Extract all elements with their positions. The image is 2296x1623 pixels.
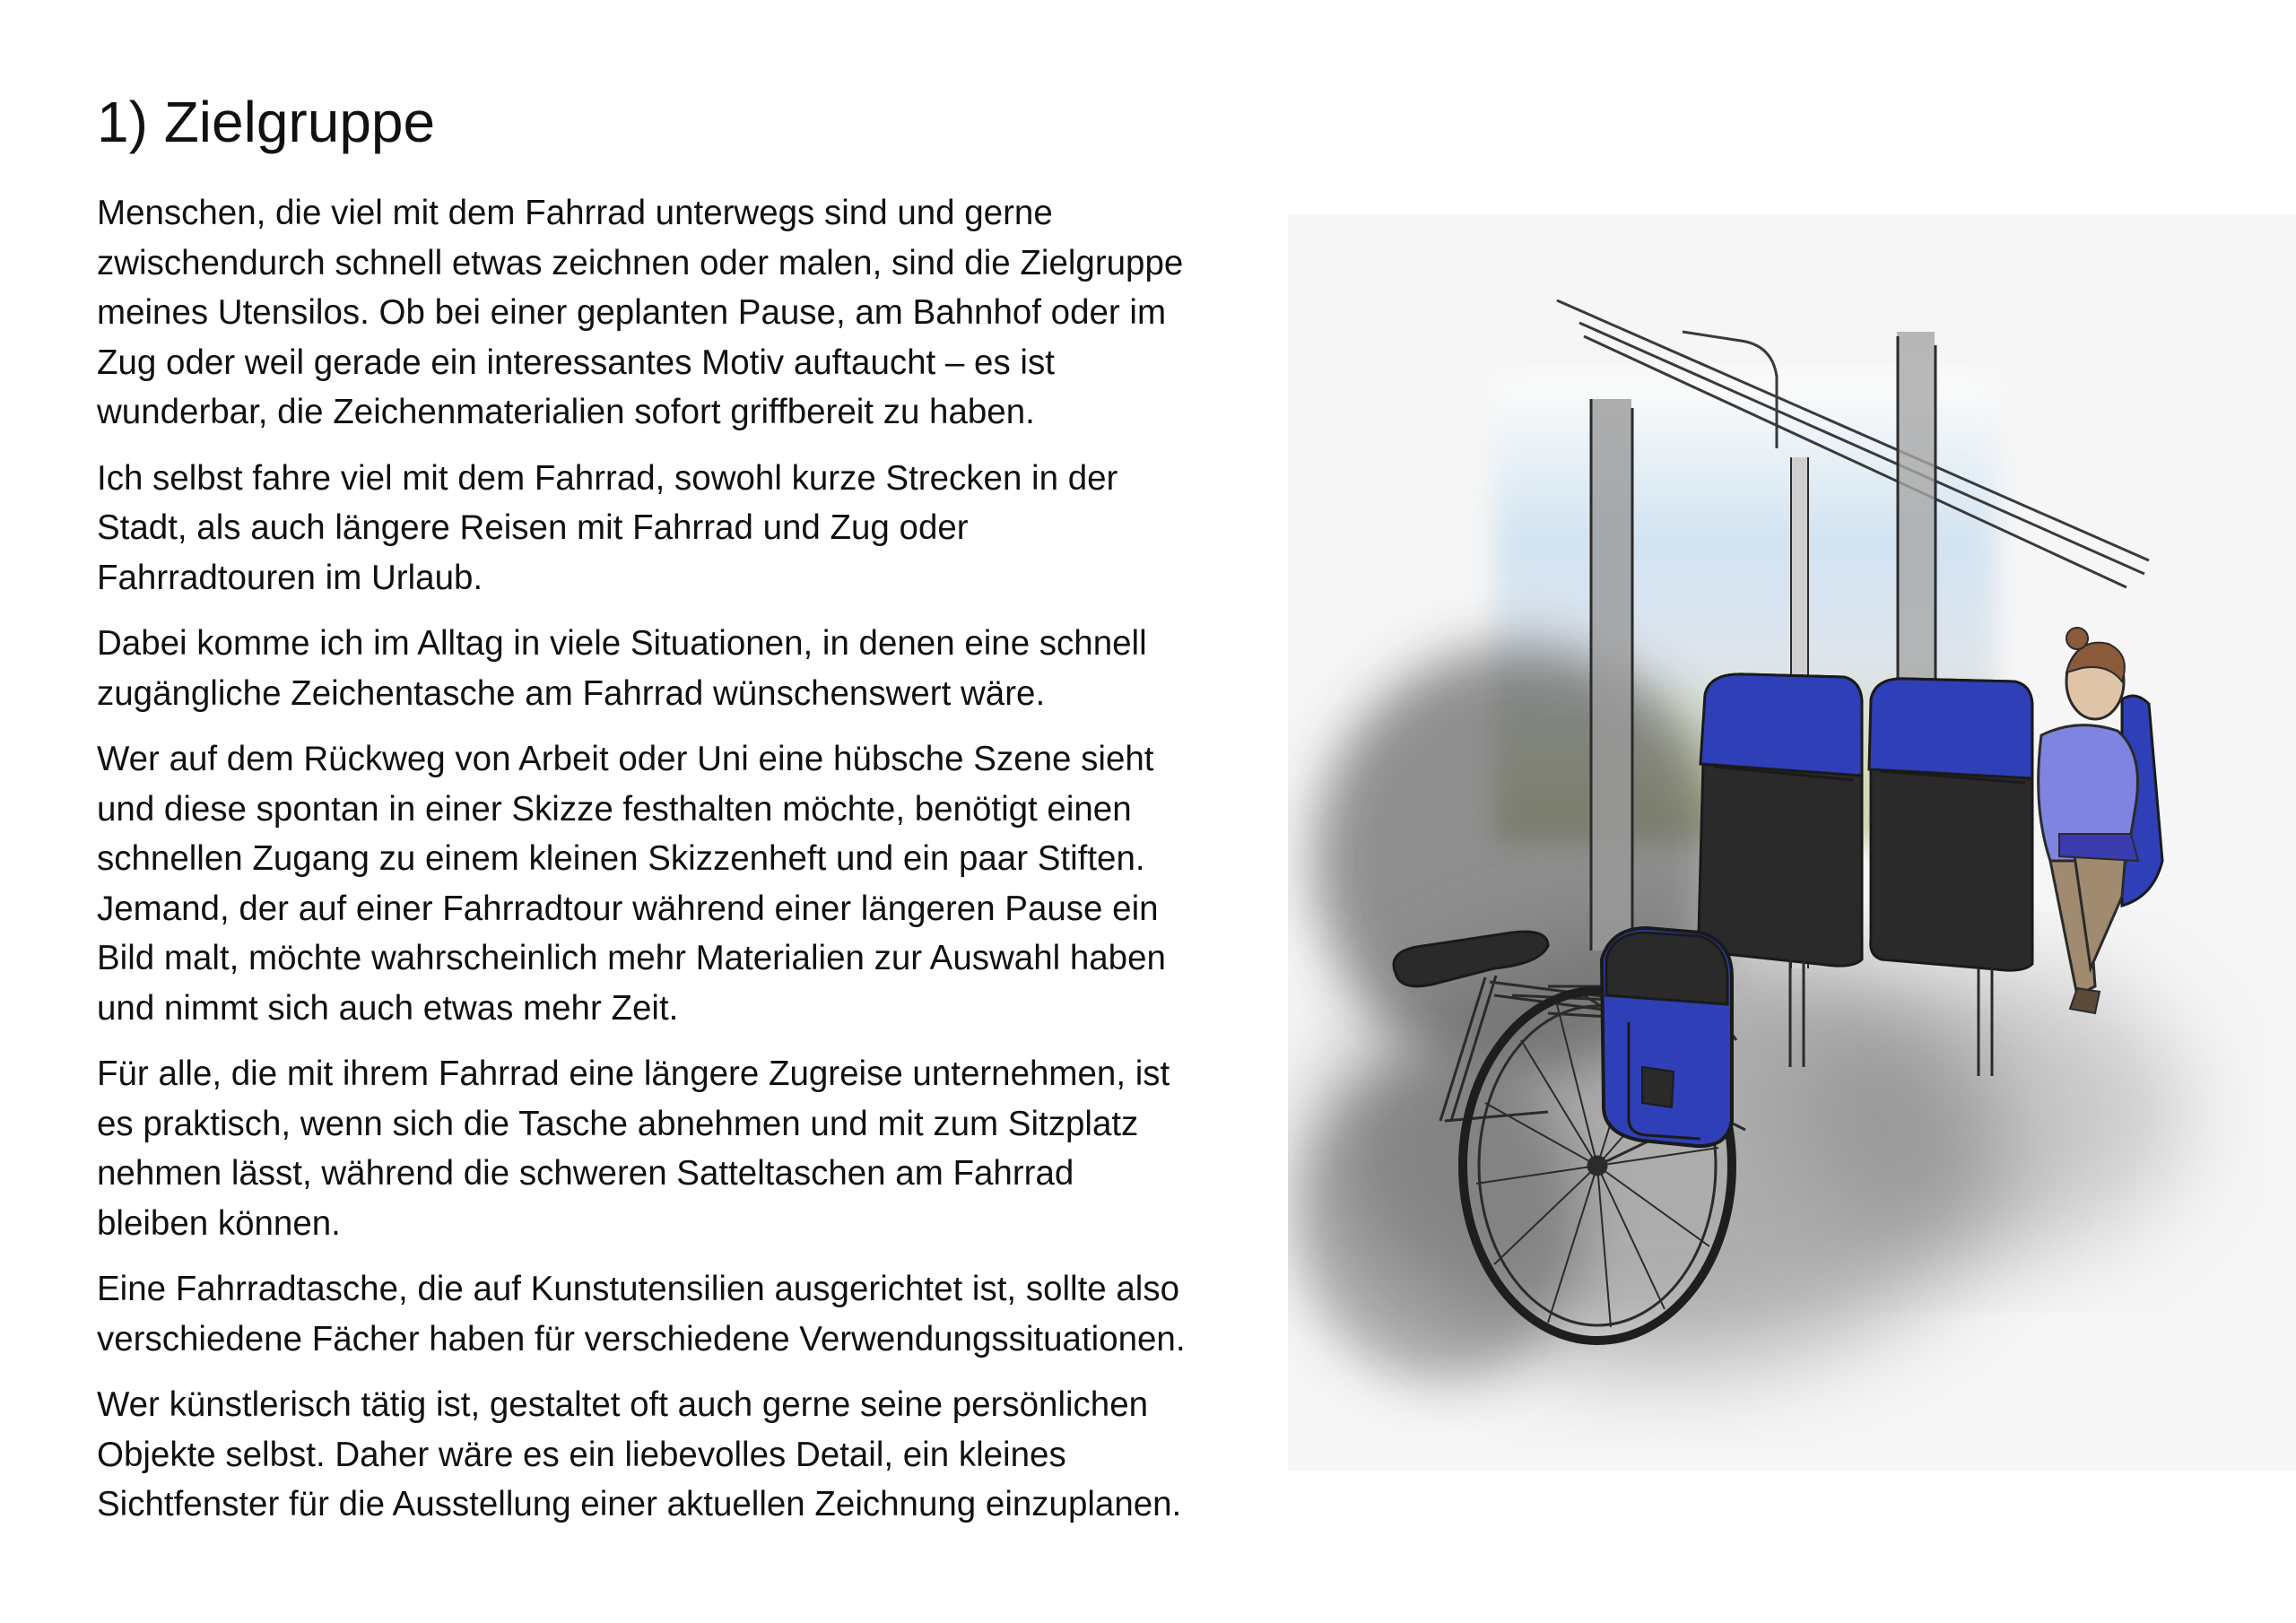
text-line: es praktisch, wenn sich die Tasche abnehmen und mit zum Sitzplatz [97,1104,1139,1143]
text-line: Zug oder weil gerade ein interessantes Motiv auftaucht – es ist [97,343,1055,382]
text-line: Ich selbst fahre viel mit dem Fahrrad, sowohl kurze Strecken in der [97,458,1118,498]
paragraph [97,734,1352,1033]
paragraph [97,188,1352,438]
text-line: Dabei komme ich im Alltag in viele Situationen, in denen eine schnell [97,624,1147,663]
text-line: Eine Fahrradtasche, die auf Kunstutensilien ausgerichtet ist, sollte also [97,1270,1180,1308]
train-seat-right [1869,679,2032,970]
bicycle-train-illustration [1288,215,2296,1471]
text-line: zwischendurch schnell etwas zeichnen oder malen, sind die Zielgruppe [97,243,1184,282]
text-line: und diese spontan in einer Skizze festhalten möchte, benötigt einen [97,789,1132,829]
paragraph [97,619,1352,718]
text-line: zugängliche Zeichentasche am Fahrrad wünschenswert wäre. [97,673,1046,713]
text-line: schnellen Zugang zu einem kleinen Skizzenheft und ein paar Stiften. [97,839,1145,878]
text-line: Stadt, als auch längere Reisen mit Fahrrad und Zug oder [97,508,969,547]
text-line: Sichtfenster für die Ausstellung einer aktuellen Zeichnung einzuplanen. [97,1485,1182,1523]
page-title: 1) Zielgruppe [97,90,436,154]
paragraph [97,1264,1352,1364]
text-line: bleiben können. [97,1203,341,1243]
body-text [97,188,1352,1546]
text-line: Menschen, die viel mit dem Fahrrad unterwegs sind und gerne [97,194,1053,232]
text-line: Objekte selbst. Daher wäre es ein liebevolles Detail, ein kleines [97,1435,1066,1474]
text-line: Fahrradtouren im Urlaub. [97,558,483,597]
paragraph [97,1049,1352,1248]
text-line: und nimmt sich auch etwas mehr Zeit. [97,988,679,1028]
text-line: Wer auf dem Rückweg von Arbeit oder Uni eine hübsche Szene sieht [97,740,1154,778]
text-line: Bild malt, möchte wahrscheinlich mehr Materialien zur Auswahl haben [97,939,1166,977]
text-line: wunderbar, die Zeichenmaterialien sofort griffbereit zu haben. [97,393,1035,431]
text-line: meines Utensilos. Ob bei einer geplanten Pause, am Bahnhof oder im [97,293,1167,332]
paragraph [97,454,1352,603]
text-line: Wer künstlerisch tätig ist, gestaltet oft auch gerne seine persönlichen [97,1385,1149,1424]
pannier-bag [1602,928,1732,1146]
text-line: Jemand, der auf einer Fahrradtour während einer längeren Pause ein [97,889,1159,928]
text-line: nehmen lässt, während die schweren Satteltaschen am Fahrrad [97,1154,1074,1193]
text-line: verschiedene Fächer haben für verschiedene Verwendungssituationen. [97,1319,1186,1358]
train-seat-left [1699,674,1863,966]
text-line: Für alle, die mit ihrem Fahrrad eine längere Zugreise unternehmen, ist [97,1055,1170,1093]
illustration-svg [1288,215,2296,1471]
paragraph [97,1380,1352,1530]
